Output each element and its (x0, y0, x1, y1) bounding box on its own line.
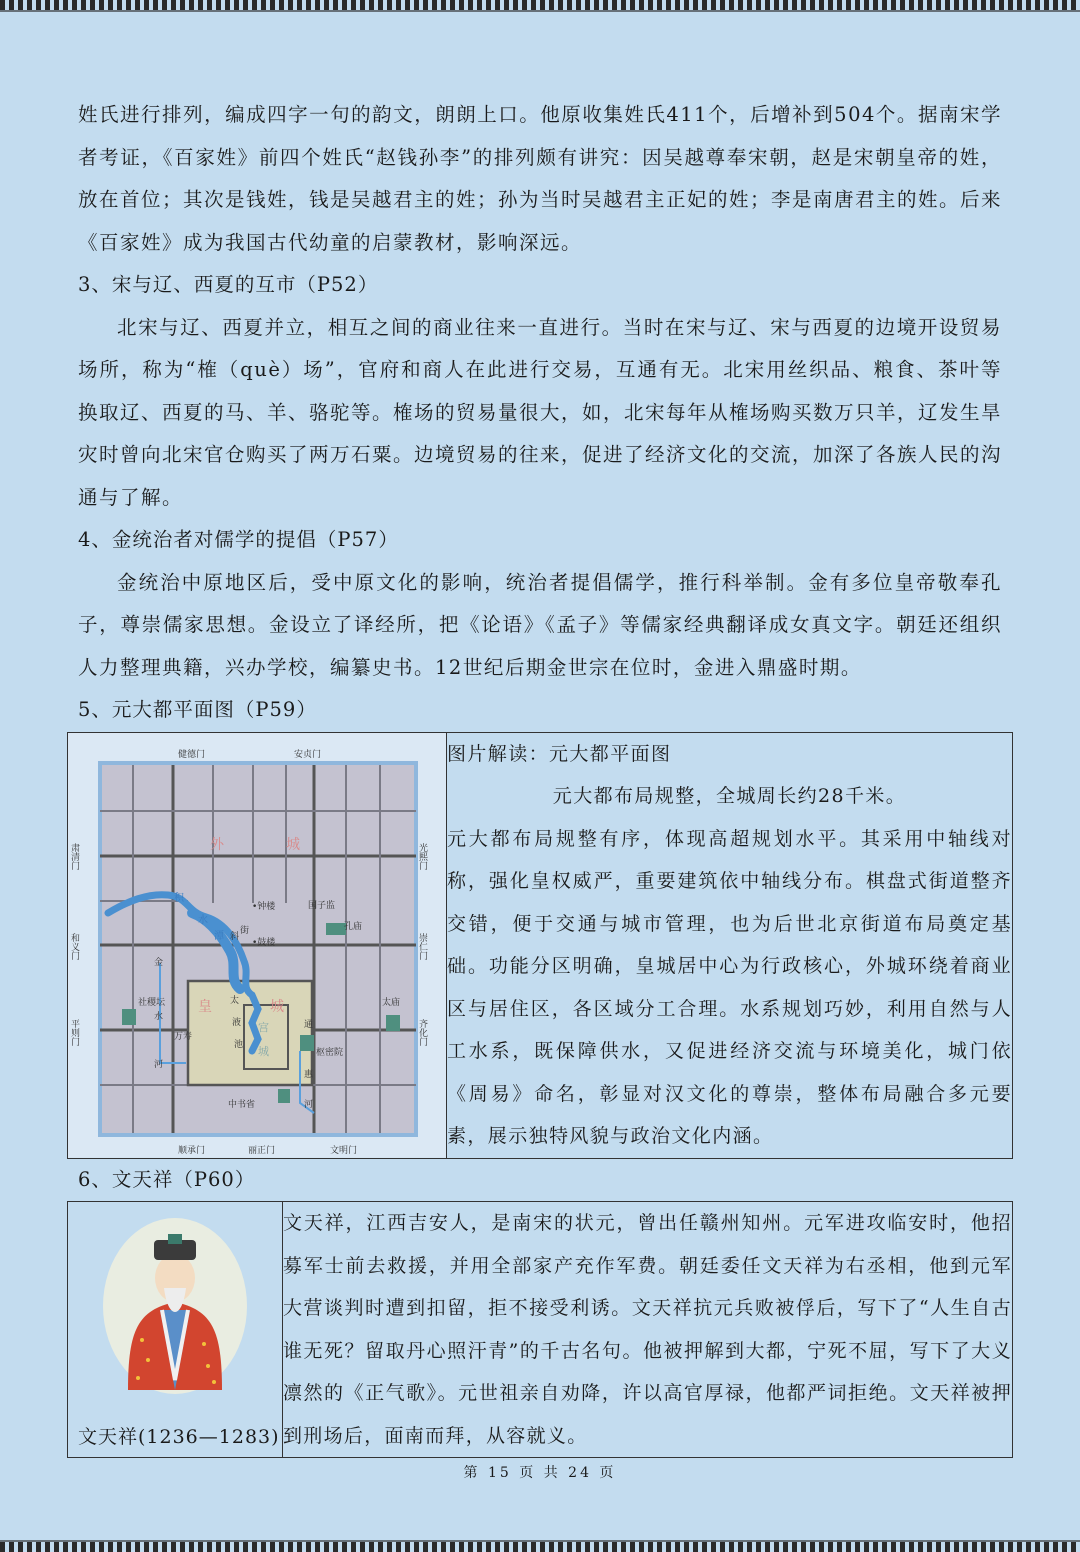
map-label-wanshou: 万寿 (174, 1031, 193, 1042)
map-label-chi: 池 (234, 1039, 244, 1050)
gate-label-qihua: 齐化门 (417, 1018, 427, 1046)
map-label-tong: 通 (304, 1019, 314, 1030)
map-label-kongmiao: 孔庙 (344, 921, 363, 932)
heading-dadu-map: 5、元大都平面图（P59） (78, 698, 317, 721)
map-label-imperial-1: 皇 (198, 998, 212, 1015)
dadu-map-cell (68, 732, 447, 1158)
gate-label-chongren: 崇仁门 (417, 932, 427, 960)
map-label-taimiao: 太庙 (382, 997, 401, 1008)
wen-tianxiang-table (67, 1201, 1013, 1458)
paragraph-wen-tianxiang: 文天祥，江西吉安人，是南宋的状元，曾出任赣州知州。元军进攻临安时，他招募军士前去救援，并用全部家产充作军费。朝廷委任文天祥为右丞相，他到元军大营谈判时遭到扣留，拒不接受利诱。文天祥抗元兵败被俘后，写下了“人生自古谁无死？留取丹心照汗青”的千古名句。他被押解到大都，宁死不屈，写下了大义凛然的《正气歌》。元世祖亲自劝降，许以高官厚禄，他都严词拒绝。文天祥被押到刑场后，面南而拜，从容就义。 (283, 1212, 1012, 1447)
portrait-caption: 文天祥(1236—1283) (78, 1426, 280, 1448)
map-label-shejitan: 社稷坛 (138, 997, 166, 1008)
heading-song-liao-trade: 3、宋与辽、西夏的互市（P52） (78, 273, 379, 296)
map-label-gulou: •鼓楼 (252, 937, 276, 948)
map-reading-subtitle: 元大都布局规整，全城周长约28千米。 (552, 785, 907, 807)
gate-label-wenming: 文明门 (330, 1145, 358, 1156)
map-label-zhonglou: •钟楼 (252, 901, 276, 912)
wen-tianxiang-text-cell (283, 1202, 1013, 1458)
paragraph-surnames: 姓氏进行排列，编成四字一句的韵文，朗朗上口。他原收集姓氏411个，后增补到504个。据南宋学者考证，《百家姓》前四个姓氏“赵钱孙李”的排列颇有讲究：因吴越尊奉宋朝，赵是宋朝皇帝的姓，放在首位；其次是钱姓，钱是吴越君主的姓；孙为当时吴越君主正妃的姓；李是南唐君主的姓。后来《百家姓》成为我国古代幼童的启蒙教材，影响深远。 (78, 103, 1003, 254)
wen-tianxiang-portrait (68, 1210, 282, 1410)
gate-label-guangxi: 光熙门 (417, 842, 427, 870)
portrait-cell (68, 1202, 283, 1458)
bottom-border (0, 1542, 1080, 1552)
gate-label-pingze: 平则门 (69, 1018, 79, 1046)
dadu-city-map (68, 733, 446, 1157)
map-label-imperial-2: 城 (270, 998, 284, 1015)
map-label-jin: 金 (154, 957, 164, 968)
map-label-outer-1: 外 (210, 836, 224, 853)
map-label-guozijian: 国子监 (308, 900, 336, 911)
map-label-shui: 水 (154, 1011, 164, 1022)
map-label-zhongshusheng: 中书省 (228, 1099, 256, 1110)
gate-label-sumu: 肃清门 (69, 842, 79, 870)
map-label-tai: 太 (230, 995, 240, 1006)
top-border-line (0, 10, 1080, 12)
map-label-jishui-2: 水 (198, 914, 208, 926)
map-label-palace-2: 城 (258, 1044, 269, 1058)
gate-label-heyi: 和义门 (69, 932, 79, 960)
map-label-palace-1: 宫 (258, 1020, 269, 1034)
top-border (0, 0, 1080, 10)
gate-label-shuncheng: 顺承门 (178, 1145, 206, 1156)
page-content (69, 94, 1012, 1458)
map-label-outer-2: 城 (286, 836, 300, 853)
map-reading-title: 图片解读：元大都平面图 (447, 742, 672, 765)
map-reading-cell (447, 732, 1013, 1158)
paragraph-trade: 北宋与辽、西夏并立，相互之间的商业往来一直进行。当时在宋与辽、宋与西夏的边境开设贸易场所，称为“榷（què）场”，官府和商人在此进行交易，互通有无。北宋用丝织品、粮食、茶叶等换取辽、西夏的马、羊、骆驼等。榷场的贸易量很大，如，北宋每年从榷场购买数万只羊，辽发生旱灾时曾向北宋官仓购买了两万石粟。边境贸易的往来，促进了经济文化的交流，加深了各族人民的沟通与了解。 (78, 315, 1003, 509)
map-label-jie: 街 (240, 925, 250, 936)
paragraph-jin: 金统治中原地区后，受中原文化的影响，统治者提倡儒学，推行科举制。金有多位皇帝敬奉孔子，尊崇儒家思想。金设立了译经所，把《论语》《孟子》等儒家经典翻译成女真文字。朝廷还组织人力整理典籍，兴办学校，编纂史书。12世纪后期金世宗在位时，金进入鼎盛时期。 (78, 570, 1002, 679)
map-label-he2: 河 (304, 1099, 314, 1110)
gate-label-jiande: 健德门 (178, 749, 206, 760)
map-label-jishui-3: 潭 (214, 930, 224, 942)
map-label-he: 河 (154, 1059, 164, 1070)
gate-label-lizheng: 丽正门 (248, 1145, 276, 1156)
gate-label-anzhen: 安贞门 (294, 749, 322, 760)
heading-jin-confucianism: 4、金统治者对儒学的提倡（P57） (78, 528, 399, 551)
map-label-shumiyuan: 枢密院 (316, 1047, 344, 1058)
map-label-xie: 斜 (230, 931, 240, 942)
heading-wen-tianxiang: 6、文天祥（P60） (78, 1167, 256, 1191)
map-label-jishui-1: 积 (174, 892, 184, 904)
map-reading-body: 元大都布局规整有序，体现高超规划水平。其采用中轴线对称，强化皇权威严，重要建筑依中轴线分布。棋盘式街道整齐交错，便于交通与城市管理，也为后世北京街道布局奠定基础。功能分区明确，皇城居中心为行政核心，外城环绕着商业区与居住区，各区域分工合理。水系规划巧妙，利用自然与人工水系，既保障供水，又促进经济交流与环境美化，城门依《周易》命名，彰显对汉文化的尊崇，整体布局融合多元要素，展示独特风貌与政治文化内涵。 (447, 827, 1012, 1147)
page-number-footer: 第 15 页 共 24 页 (463, 1465, 617, 1481)
dadu-map-table (67, 732, 1013, 1159)
map-label-ye: 液 (232, 1017, 242, 1028)
map-label-hui: 惠 (304, 1069, 314, 1080)
